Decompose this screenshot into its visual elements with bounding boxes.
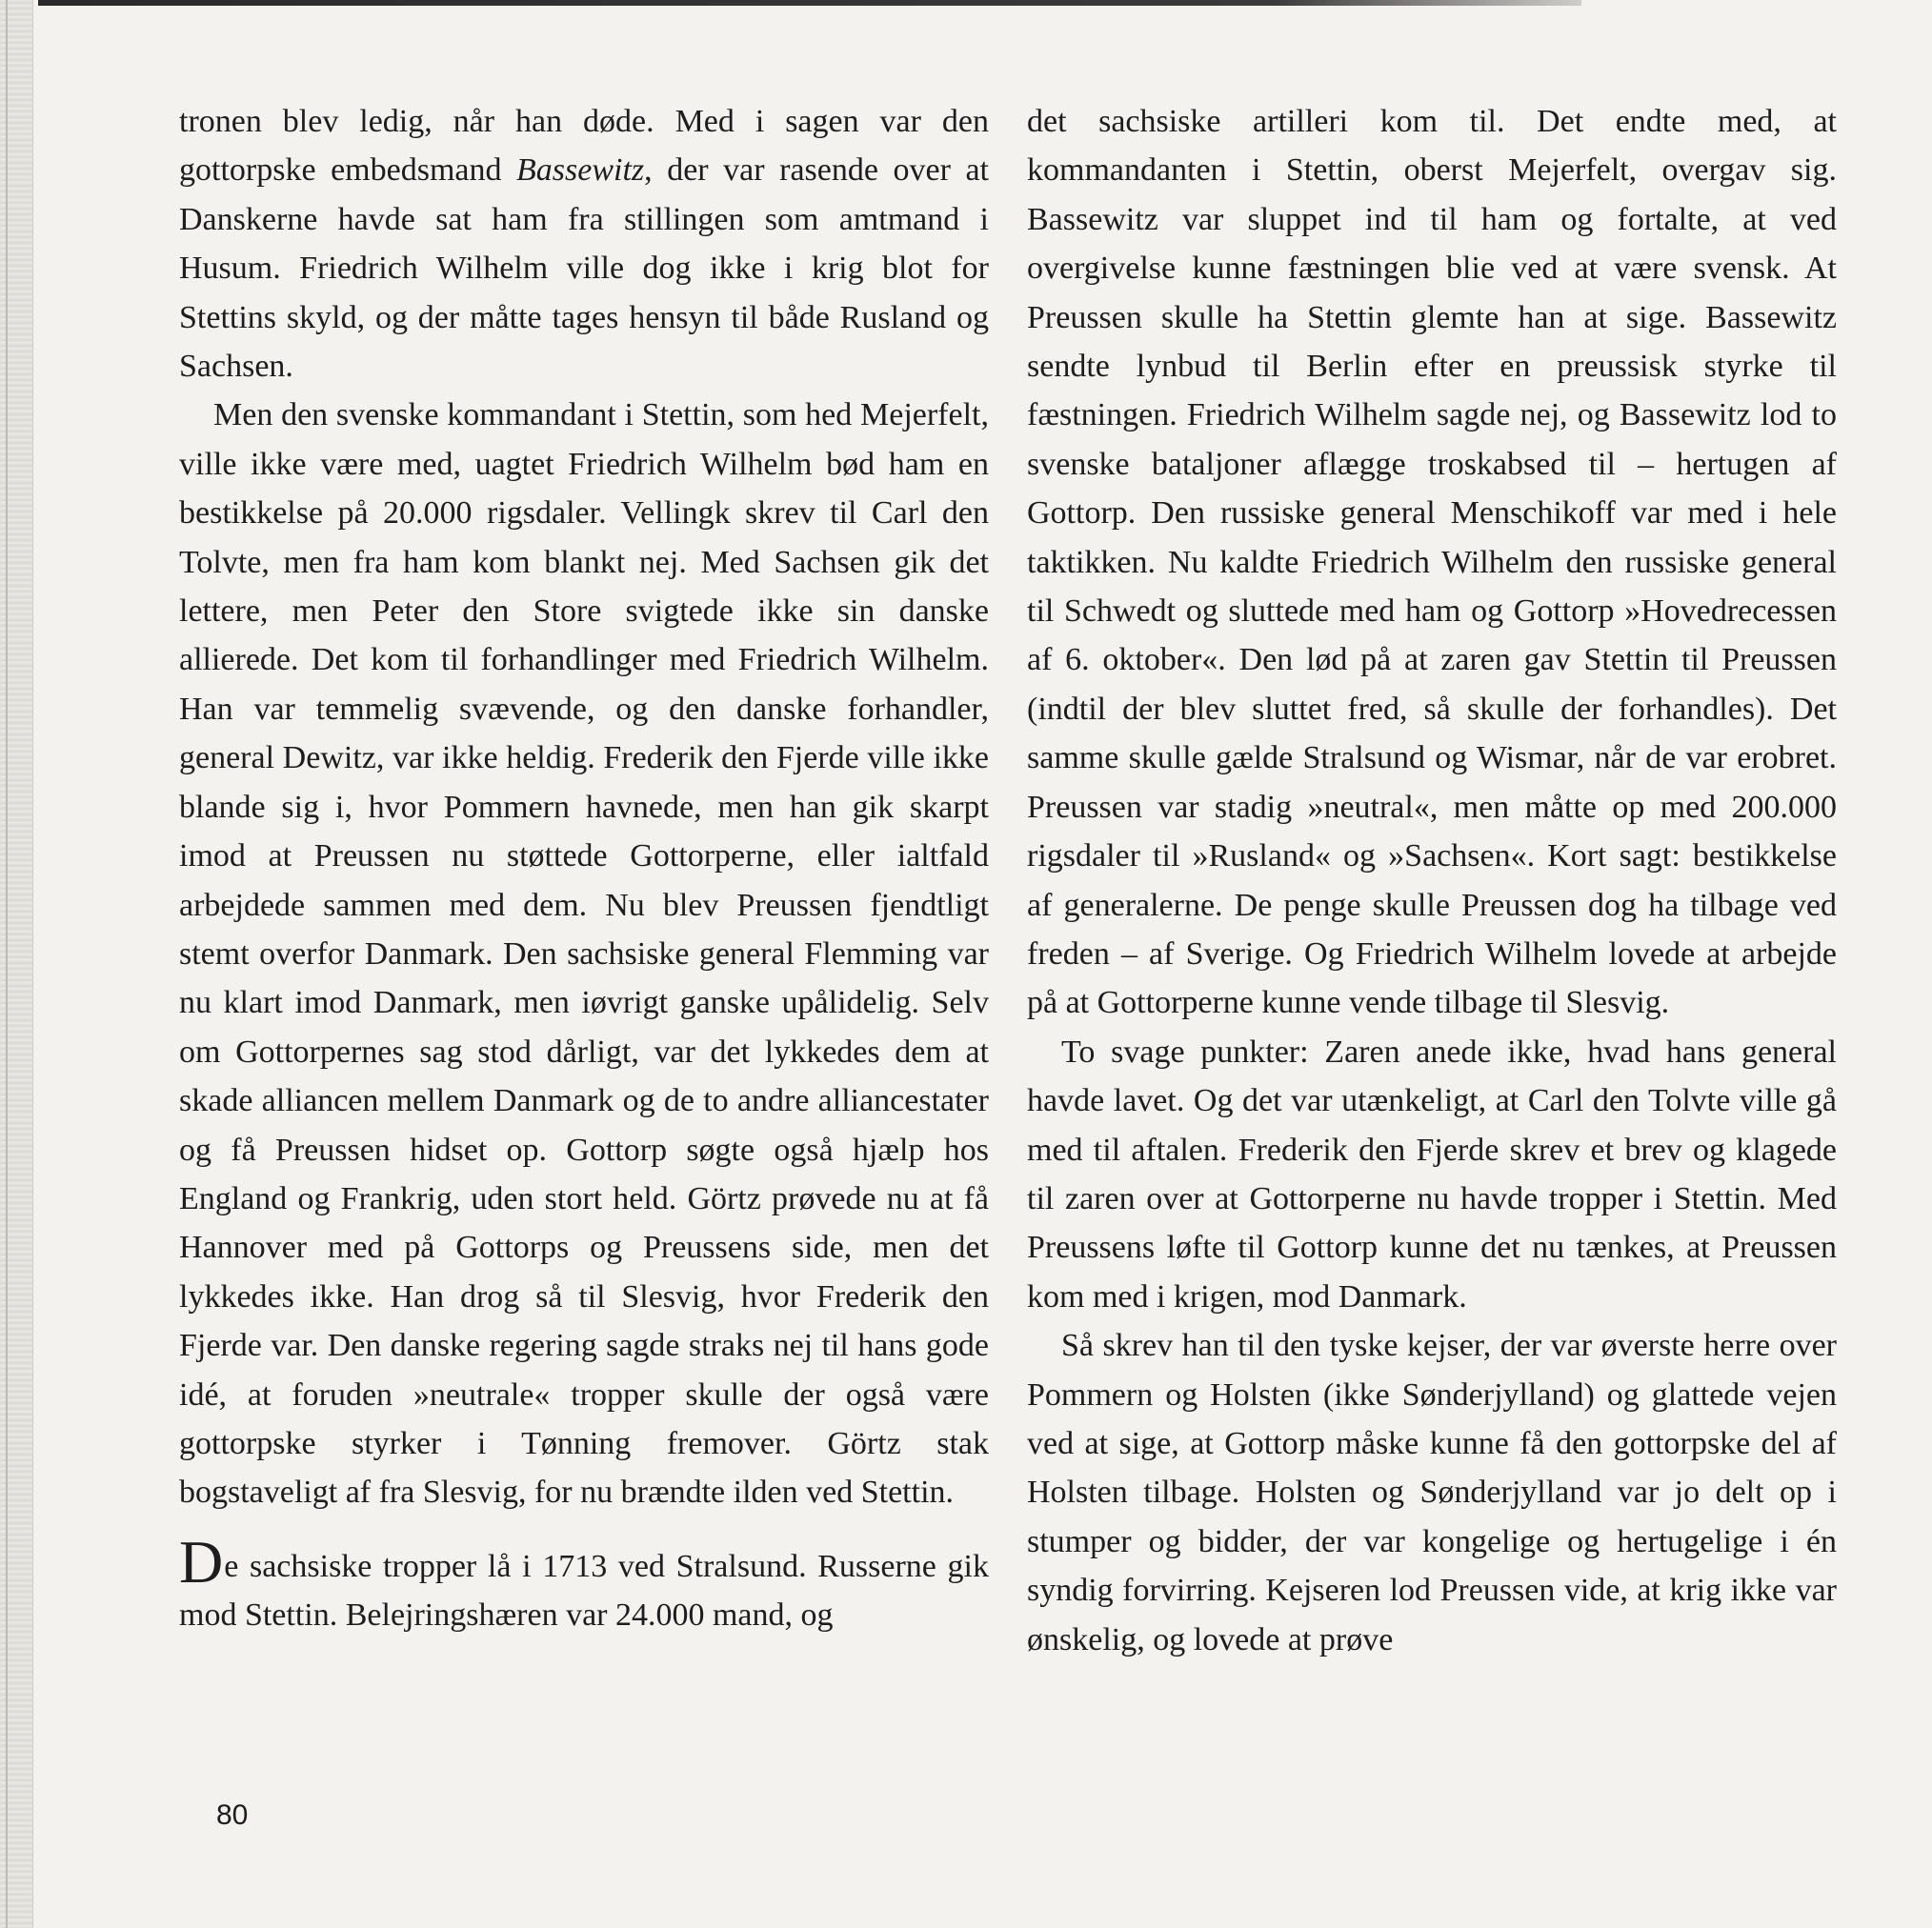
right-paragraph-2: To svage punkter: Zaren anede ikke, hvad hans general havde lavet. Og det var utænkeligt, at Carl den Tolvte ville gå med til aftalen. Frederik den Fjerde skrev et brev og klagede til zaren over at Gottorperne nu havde tropper i Stettin. Med Preussens løfte til Gottorp kunne det nu tænkes, at Preussen kom med i krigen, mod Danmark. (1027, 1034, 1837, 1315)
italic-name-bassewitz: Bassewitz (516, 152, 645, 189)
drop-cap-letter: D (179, 1527, 224, 1596)
book-page-edges (0, 0, 33, 1928)
left-paragraph-1 (179, 97, 989, 391)
left-paragraph-2: Men den svenske kommandant i Stettin, som hed Mejerfelt, ville ikke være med, uagtet Friedrich Wilhelm bød ham en bestikkelse på 20.000 rigsdaler. Vellingk skrev til Carl den Tolvte, men fra ham kom blankt nej. Med Sachsen gik det lettere, men Peter den Store svigtede ikke sin danske allierede. Det kom til forhandlinger med Friedrich Wilhelm. Han var temmelig svævende, og den danske forhandler, general Dewitz, var ikke heldig. Frederik den Fjerde ville ikke blande sig i, hvor Pommern havnede, men han gik skarpt imod at Preussen nu støttede Gottorperne, eller ialtfald arbejdede sammen med dem. Nu blev Preussen fjendtligt stemt overfor Danmark. Den sachsiske general Flemming var nu klart imod Danmark, men iøvrigt ganske upålidelig. Selv om Gottorpernes sag stod dårligt, var det lykkedes dem at skade alliancen mellem Danmark og de to andre alliancestater og få Preussen hidset op. Gottorp søgte også hjælp hos England og Frankrig, uden stort held. Görtz prøvede nu at få Hannover med på Gottorps og Preussens side, men det lykkedes ikke. Han drog så til Slesvig, hvor Frederik den Fjerde var. Den danske regering sagde straks nej til hans gode idé, at foruden »neutrale« tropper skulle der også være gottorpske styrker i Tønning fremover. Görtz stak bogstaveligt af fra Slesvig, for nu brændte ilden ved Stettin. (179, 397, 989, 1511)
right-paragraph-1: det sachsiske artilleri kom til. Det endte med, at kommandanten i Stettin, oberst Mejerfelt, overgav sig. Bassewitz var sluppet ind til ham og fortalte, at ved overgivelse kunne fæstningen blie ved at være svensk. At Preussen skulle ha Stettin glemte han at sige. Bassewitz sendte lynbud til Berlin efter en preussisk styrke til fæstningen. Friedrich Wilhelm sagde nej, og Bassewitz lod to svenske bataljoner aflægge troskabsed til – hertugen af Gottorp. Den russiske general Menschikoff var med i hele taktikken. Nu kaldte Friedrich Wilhelm den russiske general til Schwedt og sluttede med ham og Gottorp »Hovedrecessen af 6. oktober«. Den lød på at zaren gav Stettin til Preussen (indtil der blev sluttet fred, så skulle der forhandles). Det samme skulle gælde Stralsund og Wismar, når de var erobret. Preussen var stadig »neutral«, men måtte op med 200.000 rigsdaler til »Rusland« og »Sachsen«. Kort sagt: bestikkelse af generalerne. De penge skulle Preussen dog ha tilbage ved freden – af Sverige. Og Friedrich Wilhelm lovede at arbejde på at Gottorperne kunne vende tilbage til Slesvig. (1027, 104, 1837, 1021)
left-column (179, 97, 989, 1640)
page-top-shadow (38, 0, 1581, 6)
right-column (1027, 97, 1837, 1664)
left-paragraph-3 (179, 1527, 989, 1640)
left-paragraph-1-part-a: tronen blev ledig, når han døde. Med i sagen var den gottorpske embedsmand (179, 104, 989, 189)
section-gap (179, 1517, 989, 1542)
left-paragraph-3-text: e sachsiske tropper lå i 1713 ved Stralsund. Russerne gik mod Stettin. Belejringshæren var 24.000 mand, og (179, 1548, 989, 1634)
left-paragraph-1-part-b: , der var rasende over at Danskerne havde sat ham fra stillingen som amtmand i Husum. Friedrich Wilhelm ville dog ikke i krig blot for Stettins skyld, og der måtte tages hensyn til både Rusland og Sachsen. (179, 152, 989, 385)
right-paragraph-3: Så skrev han til den tyske kejser, der var øverste herre over Pommern og Holsten (ikke Sønderjylland) og glattede vejen ved at sige, at Gottorp måske kunne få den gottorpske del af Holsten tilbage. Holsten og Sønderjylland var jo delt op i stumper og bidder, der var kongelige og hertugelige i én syndig forvirring. Kejseren lod Preussen vide, at krig ikke var ønskelig, og lovede at prøve (1027, 1328, 1837, 1657)
page-number: 80 (216, 1799, 249, 1831)
